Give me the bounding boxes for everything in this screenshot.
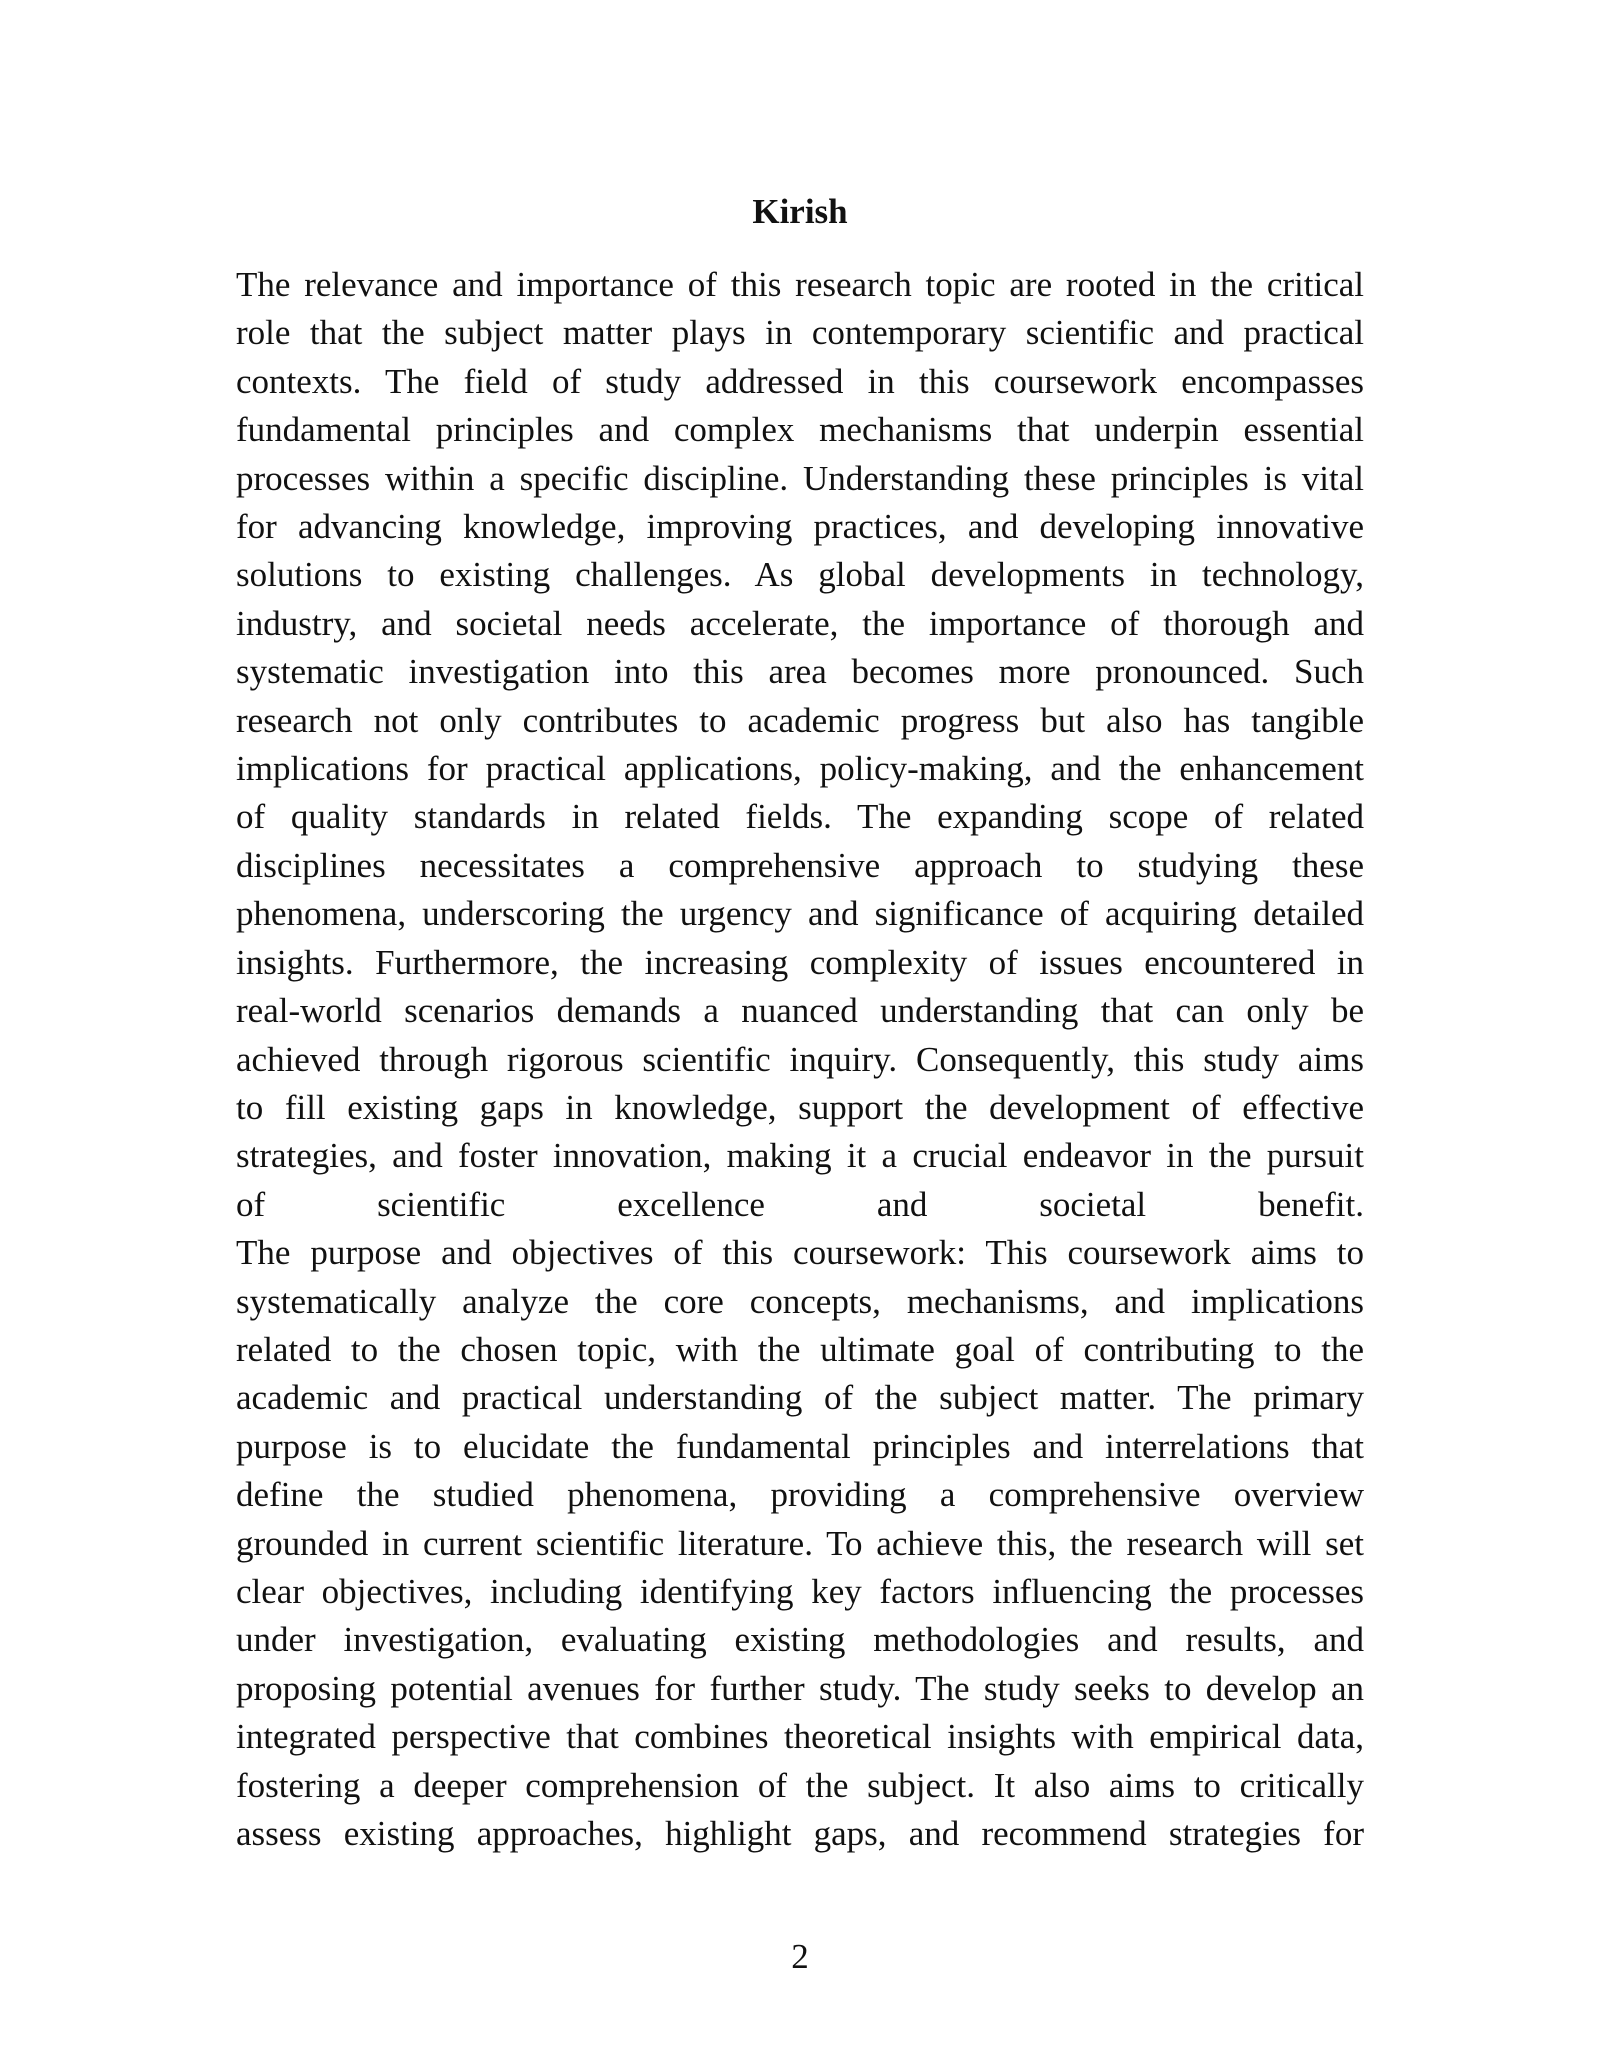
text-line: implications for practical applications, policy-making, and the enhancement: [236, 749, 1364, 789]
text-line: The purpose and objectives of this coursework: This coursework aims to: [236, 1233, 1364, 1273]
text-line: contexts. The field of study addressed in this coursework encompasses: [236, 361, 1364, 401]
text-line: define the studied phenomena, providing a comprehensive overview: [236, 1475, 1364, 1515]
text-line: The relevance and importance of this research topic are rooted in the critical: [236, 265, 1364, 304]
text-line: industry, and societal needs accelerate, the importance of thorough and: [236, 603, 1364, 643]
text-line: solutions to existing challenges. As global developments in technology,: [236, 555, 1364, 595]
text-line: strategies, and foster innovation, making it a crucial endeavor in the pursuit: [236, 1136, 1364, 1176]
text-line: processes within a specific discipline. Understanding these principles is vital: [236, 458, 1364, 498]
text-line: achieved through rigorous scientific inquiry. Consequently, this study aims: [236, 1039, 1364, 1079]
text-line: fostering a deeper comprehension of the subject. It also aims to critically: [236, 1765, 1364, 1805]
text-line: for advancing knowledge, improving practices, and developing innovative: [236, 507, 1364, 547]
text-line: related to the chosen topic, with the ultimate goal of contributing to the: [236, 1329, 1364, 1369]
text-line: research not only contributes to academic progress but also has tangible: [236, 700, 1364, 740]
text-line: purpose is to elucidate the fundamental principles and interrelations that: [236, 1426, 1364, 1466]
text-line: systematically analyze the core concepts, mechanisms, and implications: [236, 1281, 1364, 1321]
text-line: of quality standards in related fields. The expanding scope of related: [236, 797, 1364, 837]
text-line: disciplines necessitates a comprehensive approach to studying these: [236, 845, 1364, 885]
text-line: of scientific excellence and societal benefit.: [236, 1184, 1364, 1224]
text-line: clear objectives, including identifying key factors influencing the processes: [236, 1571, 1364, 1611]
text-line: systematic investigation into this area becomes more pronounced. Such: [236, 652, 1364, 692]
page-number: 2: [791, 1937, 809, 1976]
text-line: assess existing approaches, highlight gaps, and recommend strategies for: [236, 1814, 1364, 1853]
text-line: integrated perspective that combines theoretical insights with empirical data,: [236, 1717, 1364, 1757]
text-line: to fill existing gaps in knowledge, support the development of effective: [236, 1087, 1364, 1127]
text-line: fundamental principles and complex mechanisms that underpin essential: [236, 410, 1364, 450]
text-line: proposing potential avenues for further study. The study seeks to develop an: [236, 1668, 1364, 1708]
text-line: real-world scenarios demands a nuanced understanding that can only be: [236, 991, 1364, 1031]
text-line: role that the subject matter plays in contemporary scientific and practical: [236, 313, 1364, 353]
body-text: [236, 261, 1364, 1858]
text-line: academic and practical understanding of the subject matter. The primary: [236, 1378, 1364, 1418]
page-title: Kirish: [752, 192, 848, 231]
text-line: under investigation, evaluating existing methodologies and results, and: [236, 1620, 1364, 1660]
text-line: phenomena, underscoring the urgency and significance of acquiring detailed: [236, 894, 1364, 934]
text-line: grounded in current scientific literature. To achieve this, the research will set: [236, 1523, 1364, 1563]
text-line: insights. Furthermore, the increasing complexity of issues encountered in: [236, 942, 1364, 982]
